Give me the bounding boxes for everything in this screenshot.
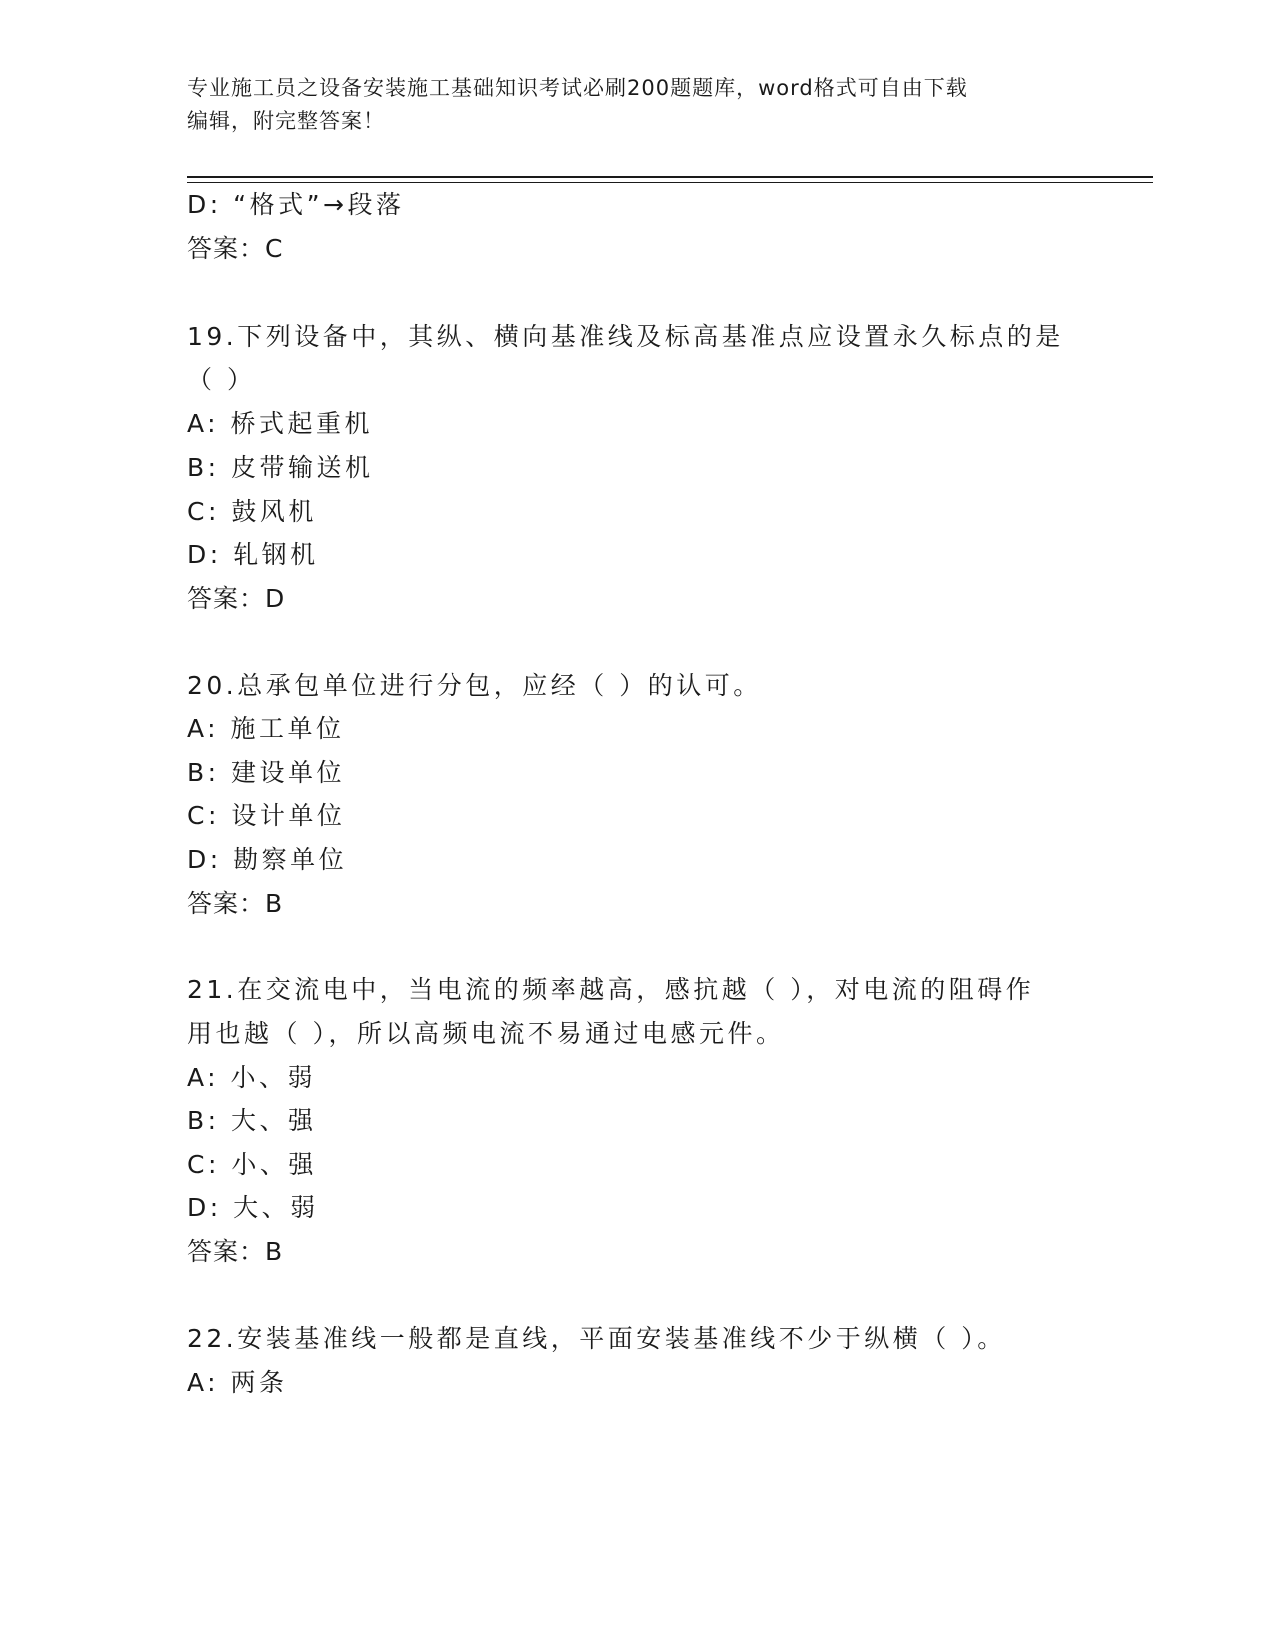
question-19-option-b: B: 皮带输送机 (187, 453, 374, 482)
question-19-stem-line-1: 19.下列设备中，其纵、横向基准线及标高基准点应设置永久标点的是 (187, 322, 1064, 351)
question-21-option-a: A: 小、弱 (187, 1063, 317, 1092)
question-22-option-a: A: 两条 (187, 1368, 288, 1397)
question-20-option-a: A: 施工单位 (187, 714, 345, 743)
question-20-answer: 答案：B (187, 889, 284, 918)
question-20-option-d: D: 勘察单位 (187, 845, 348, 874)
question-19-option-d: D: 轧钢机 (187, 540, 319, 569)
question-19-option-a: A: 桥式起重机 (187, 409, 374, 438)
header-divider-thin (187, 182, 1153, 183)
question-22-stem-line-1: 22.安装基准线一般都是直线，平面安装基准线不少于纵横（ ）。 (187, 1324, 1006, 1353)
prev-question-option-d: D: “格式”→段落 (187, 190, 405, 219)
header-divider-thick (187, 176, 1153, 178)
question-21-option-c: C: 小、强 (187, 1150, 317, 1179)
question-19-stem-line-2: （ ） (187, 365, 256, 394)
question-21-option-d: D: 大、弱 (187, 1193, 319, 1222)
question-20-stem-line-1: 20.总承包单位进行分包，应经（ ）的认可。 (187, 671, 762, 700)
header-line-1: 专业施工员之设备安装施工基础知识考试必刷200题题库，word格式可自由下载 (187, 76, 968, 100)
question-20-option-b: B: 建设单位 (187, 758, 346, 787)
question-21-stem-line-2: 用也越（ ），所以高频电流不易通过电感元件。 (187, 1019, 785, 1048)
question-21-answer: 答案：B (187, 1237, 284, 1266)
question-19-answer: 答案：D (187, 584, 286, 613)
header-line-2: 编辑，附完整答案！ (187, 109, 385, 133)
question-21-stem-line-1: 21.在交流电中，当电流的频率越高，感抗越（ ），对电流的阻碍作 (187, 975, 1035, 1004)
question-21-option-b: B: 大、强 (187, 1106, 317, 1135)
question-20-option-c: C: 设计单位 (187, 801, 346, 830)
page-header (187, 72, 1087, 138)
question-19-option-c: C: 鼓风机 (187, 497, 317, 526)
prev-question-answer: 答案：C (187, 234, 284, 263)
